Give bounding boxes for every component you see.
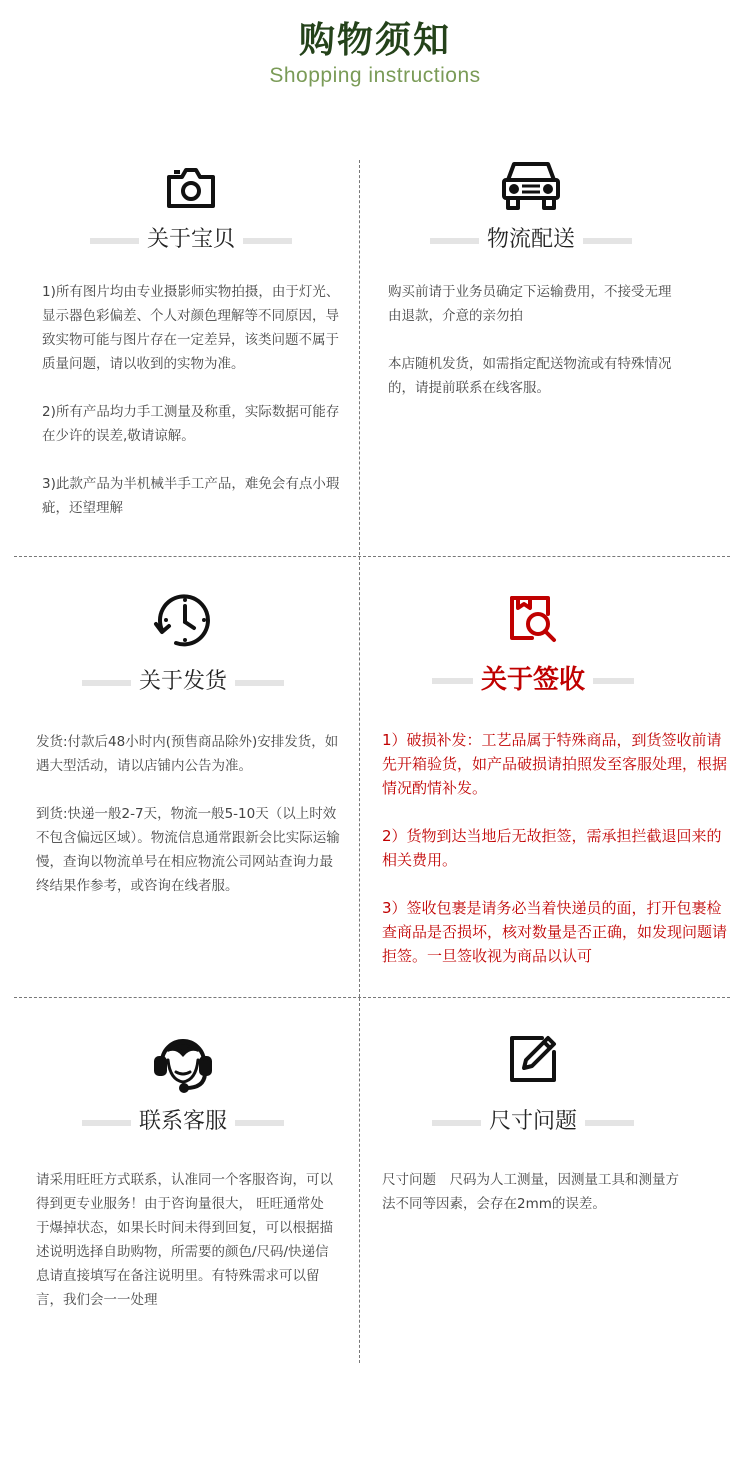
section-heading-shipping [82, 664, 284, 700]
section-heading-logistics [430, 222, 632, 258]
vertical-divider-top [359, 160, 360, 555]
section-text-signing [382, 728, 728, 992]
paragraph: 请采用旺旺方式联系，认准同一个客服咨询，可以得到更专业服务！由于咨询量很大， 旺旺通常处于爆掉状态，如果长时间未得到回复，可以根据描述说明选择自助购物，所需要的颜色/尺码/快递信息请直接填写在备注说明里。有特殊需求可以留言，我们会一一处理 [36, 1172, 333, 1308]
paragraph: 到货:快递一般2-7天，物流一般5-10天（以上时效不包含偏远区域）。物流信息通常跟新会比实际运输慢，查询以物流单号在相应物流公司网站查询力最终结果作参考，或咨询在线者服。 [36, 806, 340, 894]
inspect-package-icon [508, 594, 558, 644]
section-heading-service [82, 1104, 284, 1140]
section-heading-size [432, 1104, 634, 1140]
heading-text: 尺寸问题 [481, 1104, 585, 1140]
customer-service-icon [150, 1028, 216, 1094]
car-icon [500, 156, 562, 214]
paragraph: 本店随机发货，如需指定配送物流或有特殊情况的，请提前联系在线客服。 [388, 356, 672, 396]
paragraph: 2）货物到达当地后无故拒签，需承担拦截退回来的相关费用。 [382, 827, 722, 869]
vertical-divider-middle [359, 557, 360, 997]
heading-text: 关于发货 [131, 664, 235, 700]
paragraph: 尺寸问题 尺码为人工测量，因测量工具和测量方法不同等因素，会存在2mm的误差。 [382, 1172, 679, 1212]
paragraph: 1)所有图片均由专业摄影师实物拍摄，由于灯光、显示器色彩偏差、个人对颜色理解等不同原因，导致实物可能与图片存在一定差异，该类问题不属于质量问题，请以收到的实物为准。 [42, 284, 340, 372]
paragraph: 3)此款产品为半机械半手工产品，难免会有点小瑕疵，还望理解 [42, 476, 340, 516]
section-heading-signing [432, 662, 634, 698]
section-text-size [382, 1168, 684, 1240]
page-title: 购物须知 [298, 20, 451, 61]
heading-text: 关于签收 [473, 662, 593, 698]
section-text-shipping [36, 730, 342, 922]
paragraph: 购买前请于业务员确定下运输费用，不接受无理由退款，介意的亲勿拍 [388, 284, 672, 324]
section-text-baby [42, 280, 344, 544]
clock-icon [152, 590, 214, 650]
horizontal-divider-2 [14, 997, 730, 998]
horizontal-divider-1 [14, 556, 730, 557]
page-subtitle: Shopping instructions [269, 64, 481, 87]
paragraph: 2)所有产品均力手工测量及称重，实际数据可能存在少许的误差,敬请谅解。 [42, 404, 340, 444]
paragraph: 发货:付款后48小时内(预售商品除外)安排发货，如遇大型活动，请以店铺内公告为准。 [36, 734, 339, 774]
paragraph: 1）破损补发：工艺品属于特殊商品，到货签收前请先开箱验货，如产品破损请拍照发至客服处理，根据情况酌情补发。 [382, 731, 728, 797]
heading-text: 物流配送 [479, 222, 583, 258]
section-text-logistics [388, 280, 678, 424]
section-text-service [36, 1168, 334, 1336]
vertical-divider-bottom [359, 998, 360, 1363]
paragraph: 3）签收包裹是请务必当着快递员的面，打开包裹检查商品是否损坏，核对数量是否正确，如发现问题请拒签。一旦签收视为商品以认可 [382, 899, 728, 965]
camera-icon [164, 160, 218, 214]
edit-icon [508, 1034, 558, 1084]
section-heading-baby [90, 222, 292, 258]
heading-text: 关于宝贝 [139, 222, 243, 258]
heading-text: 联系客服 [131, 1104, 235, 1140]
